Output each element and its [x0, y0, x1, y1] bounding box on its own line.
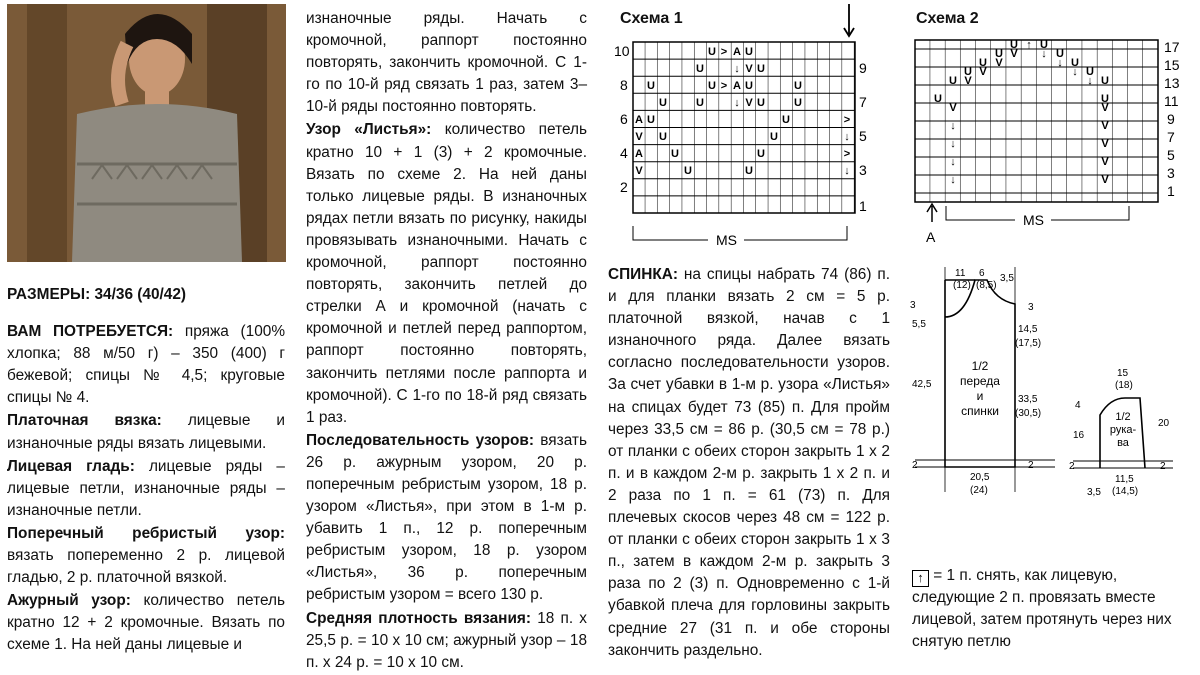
lace-label: Ажурный узор:: [7, 592, 131, 610]
body-dim: 2: [912, 460, 918, 471]
rib-text: вязать попеременно 2 р. лицевой гладью, 2 р. платочной вязкой.: [7, 547, 285, 587]
density-label: Средняя плотность вязания:: [306, 609, 532, 627]
svg-text:>: >: [720, 80, 728, 92]
body-dim: 5,5: [912, 319, 926, 330]
svg-text:↓: ↓: [734, 63, 740, 75]
schema-1-row-label: 4: [620, 145, 628, 161]
sequence-text: вязать 26 р. ажурным узором, 20 р. поперечным ребристым узором, 18 р. узором «Листья», при этом в 1-м р. убавить 1 п., 12 р. поперечным ребристым узором, 18 р. узором «Листья», 36 р. поперечным ребристым узором = всего 130 р.: [306, 431, 587, 604]
body-dim: 33,5: [1018, 394, 1038, 405]
svg-text:U: U: [647, 80, 655, 92]
lace-text: количество петель кратно 12 + 2 кромочные. Вязать по схеме 1. На ней даны лицевые и: [7, 592, 285, 654]
svg-text:↓: ↓: [1057, 57, 1063, 69]
svg-text:U: U: [1040, 39, 1048, 51]
body-piece-label: 1/2: [971, 359, 989, 373]
model-photo: [7, 4, 286, 262]
schema-1-row-label: 5: [859, 128, 867, 144]
sizes-heading: РАЗМЕРЫ: 34/36 (40/42): [7, 286, 187, 303]
svg-text:U: U: [794, 80, 802, 92]
sequence-paragraph: [306, 430, 587, 607]
svg-text:U: U: [757, 97, 765, 109]
svg-text:V: V: [1101, 138, 1109, 150]
sleeve-dim: (18): [1115, 380, 1133, 391]
leaves-text: количество петель кратно 10 + 1 (3) + 2 кромочные. Вязать по схеме 2. На ней даны только лицевые ряды. В изнаночных рядах петли вязать по рисунку, накиды провязывать изнаночными. Начать с кромочной, раппорт постоянно повторять, закончить петлей до стрелки А и кромочной (начать с кромочной и петлей перед раппортом, раппорт постоянно повторять, закончить петлями после раппорта и кромочной). С 1-го по 18-й ряд связать 1 раз.: [306, 121, 587, 426]
schema-1-row-label: 7: [859, 94, 867, 110]
svg-text:↓: ↓: [844, 131, 850, 143]
svg-text:U: U: [964, 66, 972, 78]
back-label: СПИНКА:: [608, 266, 678, 283]
svg-text:V: V: [745, 63, 753, 75]
svg-text:U: U: [1056, 48, 1064, 60]
back-text: на спицы набрать 74 (86) п. и для планки вязать 2 см = 5 р. платочной вязкой, начав с 1 изнаночного ряда. Далее вязать согласно последовательности узоров. За счет убавки в 1-м р. узора «Листья» на спицах будет 73 (85) п. Для пройм через 33,5 см = 86 р. (30,5 см = 78 р.) от планки с обеих сторон закрыть 1 х 2 п. и в каждом 2-м р. закрыть 1 х 2 п. и 2 раза по 1 п. = 61 (73) п. Для плечевых скосов через 48 см = 122 р. от планки с обеих сторон закрыть 1 х 3 п., затем в каждом 2-м р. закрыть 3 раза по 2 (3) п. Одновременно с 1-й убавкой плеча для горловины закрыть средние 27 (31 п. и обе стороны закончить раздельно.: [608, 266, 890, 659]
svg-text:U: U: [696, 97, 704, 109]
symbol-legend: [912, 565, 1197, 653]
body-dim: 3: [1028, 302, 1034, 313]
schema-1-chart: [608, 0, 880, 252]
svg-text:>: >: [720, 46, 728, 58]
sleeve-dim: 20: [1158, 418, 1170, 429]
stockinette-text: лицевые ряды – лицевые петли, изнаночные ряды – изнаночные петли.: [7, 457, 285, 519]
sleeve-piece-label: рука-: [1109, 424, 1137, 436]
svg-text:V: V: [964, 75, 972, 87]
svg-text:V: V: [635, 165, 643, 177]
svg-text:U: U: [708, 46, 716, 58]
body-dim: (17,5): [1015, 338, 1042, 349]
svg-text:U: U: [659, 131, 667, 143]
svg-text:↓: ↓: [734, 97, 740, 109]
svg-text:V: V: [979, 66, 987, 78]
column-3: [608, 264, 890, 663]
svg-text:U: U: [782, 114, 790, 126]
schema-2-title: Схема 2: [916, 10, 979, 27]
body-dim: 11: [955, 268, 966, 279]
rib-paragraph: [7, 523, 285, 589]
schema-1-row-label: 6: [620, 111, 628, 127]
svg-text:U: U: [934, 93, 942, 105]
leaves-paragraph: [306, 119, 587, 428]
svg-text:V: V: [635, 131, 643, 143]
schema-1-row-label: 10: [614, 43, 630, 59]
svg-text:U: U: [745, 80, 753, 92]
svg-text:↓: ↓: [950, 174, 956, 186]
svg-text:U: U: [770, 131, 778, 143]
svg-text:V: V: [745, 97, 753, 109]
sleeve-dim: 2: [1160, 461, 1166, 472]
svg-text:U: U: [979, 57, 987, 69]
schema-2-row-label: 11: [1164, 93, 1179, 109]
body-dim: 3,5: [1000, 273, 1014, 284]
garter-label: Платочная вязка:: [7, 412, 162, 430]
body-dim: 42,5: [912, 379, 932, 390]
svg-text:U: U: [1010, 39, 1018, 51]
svg-text:V: V: [1101, 120, 1109, 132]
svg-text:A: A: [635, 114, 643, 126]
svg-text:U: U: [671, 148, 679, 160]
svg-text:U: U: [757, 148, 765, 160]
schema-2-row-label: 5: [1167, 147, 1175, 163]
svg-text:>: >: [843, 148, 851, 160]
column-2: [306, 8, 587, 675]
materials-text: пряжа (100% хлопка; 88 м/50 г) – 350 (400) г бежевой; спицы № 4,5; круговые спицы № 4.: [7, 323, 286, 407]
materials-paragraph: [7, 321, 285, 409]
svg-text:↓: ↓: [844, 165, 850, 177]
body-piece-label: переда: [960, 374, 1000, 388]
svg-text:↓: ↓: [950, 120, 956, 132]
arrow-up-icon: [927, 204, 937, 222]
schema-1-repeat-label: MS: [716, 232, 737, 248]
svg-text:U: U: [757, 63, 765, 75]
sequence-label: Последовательность узоров:: [306, 431, 535, 449]
svg-text:↓: ↓: [1087, 75, 1093, 87]
sleeve-dim: 3,5: [1087, 487, 1101, 498]
svg-text:U: U: [684, 165, 692, 177]
schema-2-row-label: 13: [1164, 75, 1180, 91]
svg-text:U: U: [1101, 75, 1109, 87]
svg-text:U: U: [745, 165, 753, 177]
schema-1-row-label: 8: [620, 77, 628, 93]
body-dim: (8,5): [976, 280, 997, 291]
schema-2-chart: [905, 0, 1197, 250]
svg-text:U: U: [949, 75, 957, 87]
sleeve-pattern-piece: [1065, 360, 1185, 500]
svg-text:↓: ↓: [950, 156, 956, 168]
body-dim: (24): [970, 485, 988, 496]
svg-text:V: V: [1101, 156, 1109, 168]
rib-label: Поперечный ребристый узор:: [7, 524, 285, 542]
schema-1-row-label: 1: [859, 198, 867, 214]
density-text: 18 п. х 25,5 р. = 10 х 10 см; ажурный узор – 18 п. х 24 р. = 10 х 10 см.: [306, 609, 587, 671]
lace-continued: изнаночные ряды. Начать с кромочной, раппорт постоянно повторять, закончить кромочной. С 1-го по 10-й ряд связать 1 раз, затем 3–10-й ряды постоянно повторять.: [306, 10, 587, 116]
density-paragraph: [306, 608, 587, 674]
svg-text:U: U: [647, 114, 655, 126]
svg-text:V: V: [1010, 48, 1018, 60]
column-1: [7, 284, 285, 658]
schema-2-repeat-label: MS: [1023, 212, 1044, 228]
stockinette-label: Лицевая гладь:: [7, 457, 135, 475]
svg-text:U: U: [995, 48, 1003, 60]
leaves-label: Узор «Листья»:: [306, 121, 432, 139]
slip-decrease-symbol-icon: ↑: [912, 570, 929, 587]
body-piece-label: и: [976, 389, 984, 403]
sleeve-dim: 2: [1069, 461, 1075, 472]
schema-2-row-label: 15: [1164, 57, 1180, 73]
body-dim: (12): [953, 280, 971, 291]
schema-2-row-label: 3: [1167, 165, 1175, 181]
body-pattern-piece: [900, 262, 1080, 502]
body-dim: (30,5): [1015, 408, 1042, 419]
svg-text:U: U: [696, 63, 704, 75]
garter-text: лицевые и изнаночные ряды вязать лицевыми.: [7, 412, 285, 452]
back-paragraph: [608, 264, 890, 662]
svg-text:A: A: [733, 80, 741, 92]
sleeve-piece-label: 1/2: [1115, 411, 1131, 423]
body-piece-label: спинки: [961, 404, 999, 418]
schema-2-arrow-label: A: [926, 229, 936, 245]
sleeve-dim: 15: [1117, 368, 1129, 379]
body-dim: 20,5: [970, 472, 990, 483]
svg-text:↑: ↑: [1026, 39, 1032, 51]
schema-1-row-label: 2: [620, 179, 628, 195]
svg-text:V: V: [995, 57, 1003, 69]
schema-1-row-label: 9: [859, 60, 867, 76]
schema-1-title: Схема 1: [620, 10, 683, 27]
stockinette-paragraph: [7, 456, 285, 522]
svg-text:U: U: [1101, 93, 1109, 105]
svg-text:↓: ↓: [1041, 48, 1047, 60]
legend-text: = 1 п. снять, как лицевую, следующие 2 п. провязать вместе лицевой, затем протянуть через них снятую петлю: [912, 567, 1172, 650]
body-dim: 3: [910, 300, 916, 311]
svg-text:U: U: [745, 46, 753, 58]
svg-text:U: U: [794, 97, 802, 109]
schema-2-row-label: 9: [1167, 111, 1175, 127]
sleeve-dim: 16: [1073, 430, 1085, 441]
svg-text:V: V: [1101, 174, 1109, 186]
materials-label: ВАМ ПОТРЕБУЕТСЯ:: [7, 323, 174, 341]
svg-text:U: U: [659, 97, 667, 109]
sleeve-piece-label: ва: [1117, 437, 1129, 449]
schema-2-row-label: 1: [1167, 183, 1175, 199]
sleeve-dim: (14,5): [1112, 486, 1139, 497]
sleeve-dim: 11,5: [1115, 474, 1134, 485]
body-dim: 14,5: [1018, 324, 1038, 335]
svg-text:V: V: [1101, 102, 1109, 114]
svg-text:V: V: [949, 102, 957, 114]
svg-text:↓: ↓: [1072, 66, 1078, 78]
svg-text:A: A: [733, 46, 741, 58]
schema-2-row-label: 7: [1167, 129, 1175, 145]
schema-1-row-label: 3: [859, 162, 867, 178]
body-dim: 6: [979, 268, 985, 279]
lace-paragraph: [7, 590, 285, 656]
body-dim: 2: [1028, 460, 1034, 471]
svg-text:↓: ↓: [950, 138, 956, 150]
svg-text:>: >: [843, 114, 851, 126]
schema-2-row-label: 17: [1164, 39, 1180, 55]
svg-text:U: U: [1071, 57, 1079, 69]
sleeve-dim: 4: [1075, 400, 1081, 411]
svg-text:U: U: [708, 80, 716, 92]
svg-text:U: U: [1086, 66, 1094, 78]
arrow-down-icon: [844, 4, 854, 36]
garter-paragraph: [7, 410, 285, 454]
svg-text:A: A: [635, 148, 643, 160]
